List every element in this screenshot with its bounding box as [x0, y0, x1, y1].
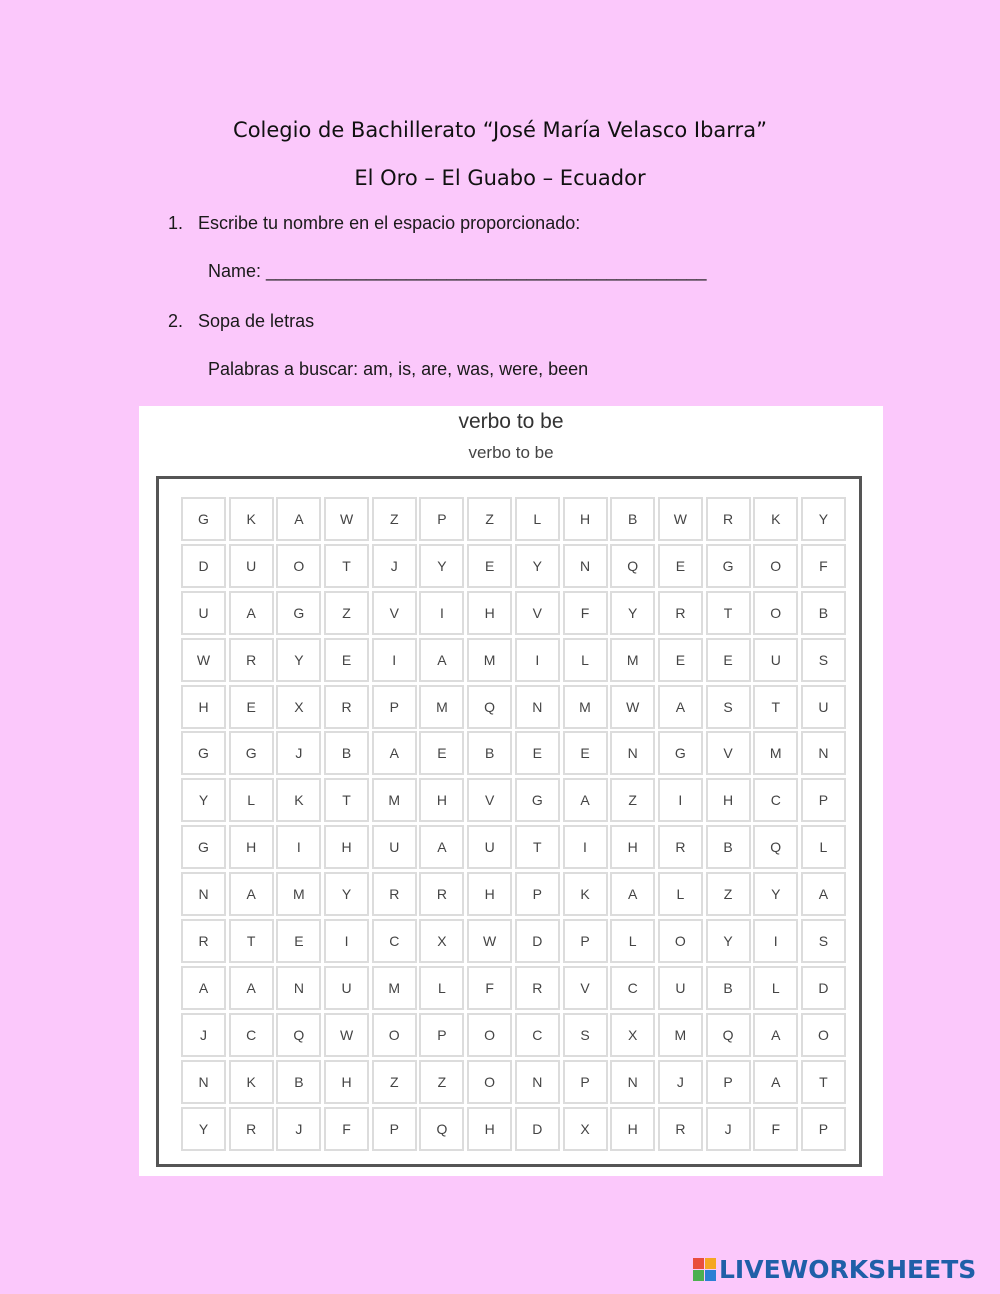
grid-cell[interactable]: F	[753, 1107, 798, 1151]
grid-cell[interactable]: Y	[706, 919, 751, 963]
grid-cell[interactable]: D	[515, 919, 560, 963]
grid-cell[interactable]: B	[324, 731, 369, 775]
grid-cell[interactable]: Q	[753, 825, 798, 869]
grid-cell[interactable]: R	[229, 638, 274, 682]
grid-cell[interactable]: B	[610, 497, 655, 541]
grid-cell[interactable]: E	[276, 919, 321, 963]
grid-cell[interactable]: X	[610, 1013, 655, 1057]
liveworksheets-logo	[693, 1254, 976, 1284]
grid-cell[interactable]: I	[419, 591, 464, 635]
grid-cell[interactable]: P	[801, 1107, 846, 1151]
grid-cell[interactable]: C	[610, 966, 655, 1010]
grid-cell[interactable]: L	[515, 497, 560, 541]
grid-cell[interactable]: L	[658, 872, 703, 916]
grid-cell[interactable]: E	[324, 638, 369, 682]
grid-cell[interactable]: C	[753, 778, 798, 822]
grid-cell[interactable]: C	[229, 1013, 274, 1057]
grid-cell[interactable]: B	[467, 731, 512, 775]
grid-cell[interactable]: S	[801, 638, 846, 682]
grid-cell[interactable]: W	[658, 497, 703, 541]
grid-cell[interactable]: I	[563, 825, 608, 869]
logo-square-blue	[705, 1270, 716, 1281]
grid-cell[interactable]: A	[419, 638, 464, 682]
grid-cell[interactable]: L	[753, 966, 798, 1010]
grid-cell[interactable]: A	[229, 872, 274, 916]
grid-cell[interactable]: M	[467, 638, 512, 682]
grid-cell[interactable]: O	[372, 1013, 417, 1057]
grid-cell[interactable]: A	[229, 591, 274, 635]
grid-cell[interactable]: P	[515, 872, 560, 916]
grid-cell[interactable]: M	[563, 685, 608, 729]
grid-cell[interactable]: B	[706, 966, 751, 1010]
grid-cell[interactable]: O	[658, 919, 703, 963]
grid-cell[interactable]: I	[372, 638, 417, 682]
grid-cell[interactable]: U	[801, 685, 846, 729]
grid-cell[interactable]: G	[515, 778, 560, 822]
grid-cell[interactable]: K	[563, 872, 608, 916]
grid-cell[interactable]: G	[181, 497, 226, 541]
grid-cell[interactable]: I	[658, 778, 703, 822]
logo-square-green	[693, 1270, 704, 1281]
grid-cell[interactable]: F	[563, 591, 608, 635]
grid-cell[interactable]: P	[419, 497, 464, 541]
grid-cell[interactable]: N	[610, 731, 655, 775]
grid-cell[interactable]: B	[276, 1060, 321, 1104]
name-row[interactable]	[208, 261, 707, 282]
grid-cell[interactable]: Z	[372, 497, 417, 541]
school-title: Colegio de Bachillerato “José María Velasco Ibarra”	[233, 118, 767, 142]
grid-cell[interactable]: Y	[419, 544, 464, 588]
grid-cell[interactable]: M	[372, 966, 417, 1010]
grid-cell[interactable]: A	[372, 731, 417, 775]
grid-cell[interactable]: H	[229, 825, 274, 869]
grid-cell[interactable]: A	[610, 872, 655, 916]
grid-cell[interactable]: L	[610, 919, 655, 963]
grid-cell[interactable]: R	[229, 1107, 274, 1151]
grid-cell[interactable]: X	[276, 685, 321, 729]
grid-cell[interactable]: O	[467, 1013, 512, 1057]
grid-cell[interactable]: A	[753, 1060, 798, 1104]
grid-cell[interactable]: U	[658, 966, 703, 1010]
grid-cell[interactable]: F	[467, 966, 512, 1010]
grid-cell[interactable]: T	[515, 825, 560, 869]
grid-cell[interactable]: N	[610, 1060, 655, 1104]
grid-cell[interactable]: M	[658, 1013, 703, 1057]
grid-cell[interactable]: W	[467, 919, 512, 963]
grid-cell[interactable]: J	[181, 1013, 226, 1057]
grid-cell[interactable]: K	[753, 497, 798, 541]
grid-cell[interactable]: R	[181, 919, 226, 963]
grid-cell[interactable]: P	[419, 1013, 464, 1057]
grid-cell[interactable]: Z	[610, 778, 655, 822]
grid-cell[interactable]: E	[658, 638, 703, 682]
grid-cell[interactable]: N	[563, 544, 608, 588]
grid-cell[interactable]: L	[801, 825, 846, 869]
grid-cell[interactable]: E	[229, 685, 274, 729]
grid-cell[interactable]: W	[324, 1013, 369, 1057]
grid-cell[interactable]: E	[658, 544, 703, 588]
grid-cell[interactable]: E	[515, 731, 560, 775]
grid-cell[interactable]: C	[515, 1013, 560, 1057]
logo-square-red	[693, 1258, 704, 1269]
grid-cell[interactable]: A	[563, 778, 608, 822]
grid-cell[interactable]: X	[563, 1107, 608, 1151]
grid-cell[interactable]: N	[515, 685, 560, 729]
grid-cell[interactable]: R	[706, 497, 751, 541]
words-to-find: Palabras a buscar: am, is, are, was, were, been	[208, 359, 589, 379]
grid-cell[interactable]: Y	[181, 1107, 226, 1151]
grid-cell[interactable]: S	[563, 1013, 608, 1057]
grid-cell[interactable]: J	[276, 1107, 321, 1151]
grid-cell[interactable]: K	[276, 778, 321, 822]
grid-cell[interactable]: W	[610, 685, 655, 729]
grid-cell[interactable]: E	[419, 731, 464, 775]
grid-cell[interactable]: H	[467, 591, 512, 635]
grid-cell[interactable]: U	[372, 825, 417, 869]
grid-cell[interactable]: U	[181, 591, 226, 635]
grid-cell[interactable]: P	[372, 1107, 417, 1151]
grid-cell[interactable]: U	[467, 825, 512, 869]
grid-cell[interactable]: Z	[324, 591, 369, 635]
grid-cell[interactable]: B	[706, 825, 751, 869]
grid-cell[interactable]: T	[706, 591, 751, 635]
grid-cell[interactable]: G	[181, 825, 226, 869]
grid-cell[interactable]: G	[706, 544, 751, 588]
grid-cell[interactable]: M	[753, 731, 798, 775]
grid-cell[interactable]: O	[753, 544, 798, 588]
grid-cell[interactable]: E	[706, 638, 751, 682]
grid-cell[interactable]: L	[229, 778, 274, 822]
brand-name: LIVEWORKSHEETS	[719, 1254, 977, 1284]
grid-cell[interactable]: P	[706, 1060, 751, 1104]
grid-cell[interactable]: A	[276, 497, 321, 541]
grid-cell[interactable]: O	[276, 544, 321, 588]
grid-cell[interactable]: T	[753, 685, 798, 729]
grid-cell[interactable]: R	[658, 825, 703, 869]
grid-cell[interactable]: Y	[324, 872, 369, 916]
grid-cell[interactable]: H	[324, 825, 369, 869]
grid-cell[interactable]: Y	[181, 778, 226, 822]
logo-square-orange	[705, 1258, 716, 1269]
grid-cell[interactable]: M	[610, 638, 655, 682]
word-search-frame	[156, 476, 862, 1167]
grid-cell[interactable]: M	[276, 872, 321, 916]
grid-cell[interactable]: H	[419, 778, 464, 822]
grid-cell[interactable]: M	[419, 685, 464, 729]
grid-cell[interactable]: J	[706, 1107, 751, 1151]
grid-cell[interactable]: D	[181, 544, 226, 588]
grid-cell[interactable]: A	[801, 872, 846, 916]
grid-cell[interactable]: O	[753, 591, 798, 635]
grid-cell[interactable]: Z	[372, 1060, 417, 1104]
grid-cell[interactable]: U	[229, 544, 274, 588]
grid-cell[interactable]: O	[467, 1060, 512, 1104]
grid-cell[interactable]: I	[324, 919, 369, 963]
grid-cell[interactable]: T	[801, 1060, 846, 1104]
grid-cell[interactable]: W	[324, 497, 369, 541]
grid-cell[interactable]: G	[181, 731, 226, 775]
grid-cell[interactable]: Y	[276, 638, 321, 682]
grid-cell[interactable]: H	[610, 1107, 655, 1151]
grid-cell[interactable]: Q	[706, 1013, 751, 1057]
grid-cell[interactable]: M	[372, 778, 417, 822]
grid-cell[interactable]: R	[515, 966, 560, 1010]
grid-cell[interactable]: Z	[419, 1060, 464, 1104]
name-blank[interactable]: ____________________________________________	[266, 261, 707, 281]
grid-cell[interactable]: E	[563, 731, 608, 775]
grid-cell[interactable]: G	[229, 731, 274, 775]
grid-cell[interactable]: F	[801, 544, 846, 588]
grid-cell[interactable]: Y	[801, 497, 846, 541]
grid-cell[interactable]: R	[658, 1107, 703, 1151]
grid-cell[interactable]: S	[801, 919, 846, 963]
grid-cell[interactable]: J	[276, 731, 321, 775]
grid-cell[interactable]: G	[658, 731, 703, 775]
grid-cell[interactable]: H	[563, 497, 608, 541]
grid-cell[interactable]: I	[515, 638, 560, 682]
grid-cell[interactable]: U	[753, 638, 798, 682]
grid-cell[interactable]: A	[753, 1013, 798, 1057]
grid-cell[interactable]: H	[324, 1060, 369, 1104]
school-location: El Oro – El Guabo – Ecuador	[354, 166, 646, 190]
grid-cell[interactable]: R	[324, 685, 369, 729]
grid-cell[interactable]: H	[467, 1107, 512, 1151]
grid-cell[interactable]: H	[181, 685, 226, 729]
grid-cell[interactable]: O	[801, 1013, 846, 1057]
grid-cell[interactable]: B	[801, 591, 846, 635]
instruction-1-number: 1.	[168, 213, 184, 233]
grid-cell[interactable]: I	[276, 825, 321, 869]
instruction-2	[168, 311, 314, 332]
grid-cell[interactable]: Q	[467, 685, 512, 729]
grid-cell[interactable]: Z	[706, 872, 751, 916]
grid-cell[interactable]: F	[324, 1107, 369, 1151]
grid-cell[interactable]: H	[467, 872, 512, 916]
grid-cell[interactable]: D	[515, 1107, 560, 1151]
grid-cell[interactable]: J	[372, 544, 417, 588]
grid-cell[interactable]: T	[229, 919, 274, 963]
grid-cell[interactable]: G	[276, 591, 321, 635]
grid-cell[interactable]: U	[324, 966, 369, 1010]
grid-cell[interactable]: T	[324, 544, 369, 588]
grid-cell[interactable]: Q	[419, 1107, 464, 1151]
grid-cell[interactable]: H	[706, 778, 751, 822]
word-search-grid[interactable]	[181, 497, 846, 1151]
grid-cell[interactable]: R	[419, 872, 464, 916]
grid-cell[interactable]: L	[419, 966, 464, 1010]
grid-cell[interactable]: A	[181, 966, 226, 1010]
grid-cell[interactable]: T	[324, 778, 369, 822]
grid-cell[interactable]: P	[801, 778, 846, 822]
grid-cell[interactable]: N	[181, 1060, 226, 1104]
grid-cell[interactable]: N	[515, 1060, 560, 1104]
grid-cell[interactable]: Y	[753, 872, 798, 916]
grid-cell[interactable]: I	[753, 919, 798, 963]
instruction-1	[168, 213, 580, 234]
grid-cell[interactable]: Q	[276, 1013, 321, 1057]
grid-cell[interactable]: J	[658, 1060, 703, 1104]
grid-cell[interactable]: V	[706, 731, 751, 775]
grid-cell[interactable]: P	[372, 685, 417, 729]
word-search-subtitle: verbo to be	[468, 443, 554, 462]
grid-cell[interactable]: N	[181, 872, 226, 916]
grid-cell[interactable]: V	[467, 778, 512, 822]
grid-cell[interactable]: Y	[515, 544, 560, 588]
word-search-sheet	[139, 406, 883, 1176]
grid-cell[interactable]: H	[610, 825, 655, 869]
grid-cell[interactable]: L	[563, 638, 608, 682]
grid-cell[interactable]: P	[563, 1060, 608, 1104]
instruction-2-text: Sopa de letras	[198, 311, 315, 331]
instruction-1-text: Escribe tu nombre en el espacio proporcionado:	[198, 213, 581, 233]
grid-cell[interactable]: N	[276, 966, 321, 1010]
grid-cell[interactable]: Z	[467, 497, 512, 541]
grid-cell[interactable]: Q	[610, 544, 655, 588]
grid-cell[interactable]: C	[372, 919, 417, 963]
grid-cell[interactable]: V	[372, 591, 417, 635]
liveworksheets-icon	[693, 1258, 716, 1281]
grid-cell[interactable]: V	[515, 591, 560, 635]
grid-cell[interactable]: A	[658, 685, 703, 729]
grid-cell[interactable]: P	[563, 919, 608, 963]
grid-cell[interactable]: K	[229, 497, 274, 541]
instruction-2-number: 2.	[168, 311, 184, 331]
grid-cell[interactable]: X	[419, 919, 464, 963]
grid-cell[interactable]: A	[229, 966, 274, 1010]
grid-cell[interactable]: E	[467, 544, 512, 588]
grid-cell[interactable]: Y	[610, 591, 655, 635]
grid-cell[interactable]: N	[801, 731, 846, 775]
grid-cell[interactable]: A	[419, 825, 464, 869]
grid-cell[interactable]: R	[372, 872, 417, 916]
grid-cell[interactable]: D	[801, 966, 846, 1010]
name-label: Name:	[208, 261, 262, 281]
grid-cell[interactable]: K	[229, 1060, 274, 1104]
grid-cell[interactable]: S	[706, 685, 751, 729]
word-search-title: verbo to be	[458, 410, 564, 433]
grid-cell[interactable]: R	[658, 591, 703, 635]
grid-cell[interactable]: V	[563, 966, 608, 1010]
grid-cell[interactable]: W	[181, 638, 226, 682]
